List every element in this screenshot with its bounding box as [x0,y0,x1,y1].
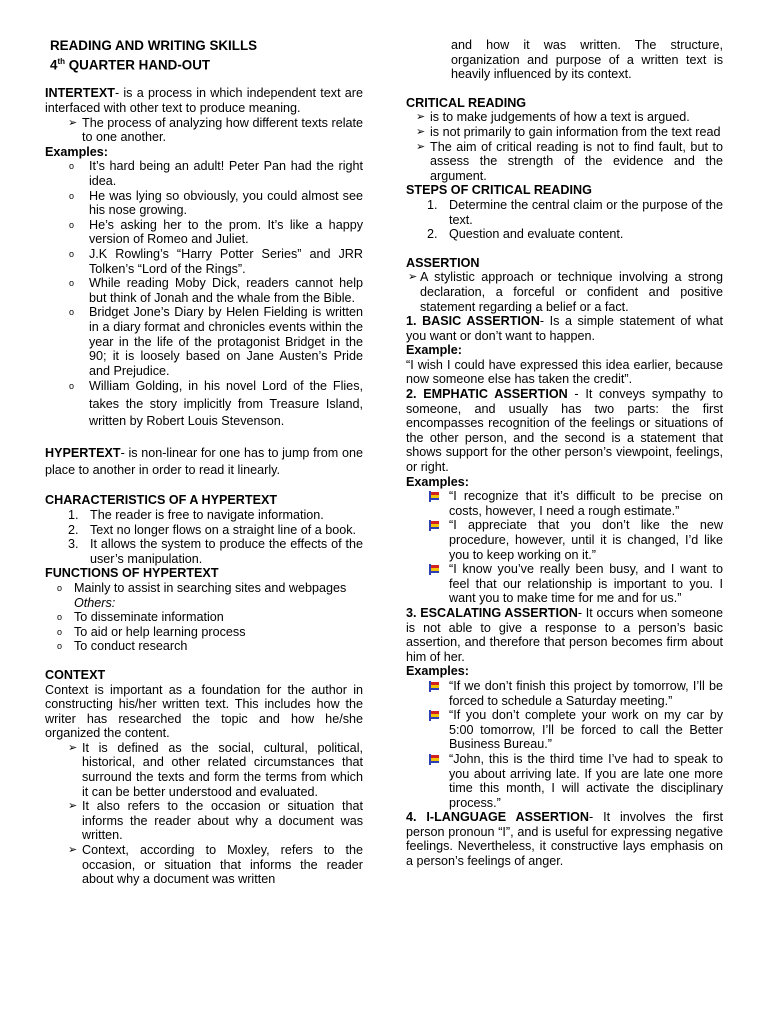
example-text: “I recognize that it’s difficult to be precise on costs, however, I need a rough estimate.” [449,489,723,518]
escalating-assertion [406,606,723,664]
example-text: He was lying so obviously, you could almost see his nose growing. [89,188,363,218]
example-text: “I know you’ve really been busy, and I want to feel that our relationship is important to you. I want you to make time for me and for us.” [449,562,723,606]
critical-reading-point: is to make judgements of how a text is argued. [430,110,690,125]
subtitle-superscript: th [57,56,66,66]
circle-bullet-icon: o [57,641,63,652]
arrow-bullet-icon: ➢ [416,140,426,153]
example-text: William Golding, in his novel Lord of the Flies, takes the story implicitly from Treasure Island, written by Robert Louis Stevenson. [89,379,363,429]
list-item [406,708,723,752]
context-heading: CONTEXT [45,667,106,682]
i-language-assertion-text: - It involves the first person pronoun “I”, and is useful for expressing negative feelings. Nevertheless, it constructive lays emphasis on a person’s feelings of anger. [406,810,723,869]
critical-reading-heading: CRITICAL READING [406,95,527,110]
circle-bullet-icon: o [69,190,75,201]
context-point-text: Context, according to Moxley, refers to the occasion, or situation that informs the reader about why a document was written [82,843,363,887]
critical-reading-steps-heading: STEPS OF CRITICAL READING [406,183,592,198]
arrow-bullet-icon: ➢ [68,741,78,754]
list-item [406,140,723,184]
arrow-bullet-icon: ➢ [416,111,426,124]
step-text: Determine the central claim or the purpose of the text. [449,197,723,227]
list-item [406,270,723,314]
list-item [45,218,363,247]
list-item [406,679,723,708]
emphatic-examples-label: Examples: [406,474,469,489]
example-text: “If we don’t finish this project by tomorrow, I’ll be forced to schedule a Saturday meeting.” [449,678,723,708]
assertion-definition: A stylistic approach or technique involving a strong declaration, a forceful or confident and positive statement regarding a belief or a fact. [420,270,723,314]
list-number: 2. [68,522,79,537]
flag-icon [429,754,439,765]
list-item [45,247,363,276]
flag-bullet-icon [406,708,449,752]
basic-assertion-text: - Is a simple statement of what you want or don’t want to happen. [406,314,723,343]
list-item [406,110,723,125]
flag-icon [429,681,439,692]
list-item [406,198,723,227]
circle-bullet-icon: o [69,381,75,392]
flag-icon [429,710,439,721]
list-number: 2. [427,227,438,242]
list-item [406,562,723,606]
circle-bullet-icon: o [57,582,63,593]
intertext-definition [45,86,363,115]
circle-bullet-icon: o [69,161,75,172]
critical-reading-point: is not primarily to gain information from the text read [430,124,721,139]
subtitle-text: QUARTER HAND-OUT [65,56,211,72]
example-text: J.K Rowling’s “Harry Potter Series” and JRR Tolken’s “Lord of the Rings”. [89,247,363,276]
circle-bullet-icon: o [57,626,63,637]
flag-bullet-icon [406,679,449,708]
others-label: Others: [74,595,116,610]
circle-bullet-icon: o [69,249,75,259]
intertext-definition-text: - is a process in which independent text are interfaced with other text to produce meaning. [45,86,363,116]
flag-icon [429,564,439,575]
list-item [45,508,363,523]
page-title: READING AND WRITING SKILLS [50,38,258,53]
list-item [406,518,723,562]
hypertext-term: HYPERTEXT [45,445,121,460]
circle-bullet-icon: o [57,612,63,623]
subtitle-number: 4 [50,56,58,72]
basic-assertion [406,314,723,343]
example-text: It’s hard being an adult! Peter Pan had the right idea. [89,159,363,189]
list-item [45,523,363,538]
flag-icon [429,520,439,531]
basic-example: “I wish I could have expressed this idea earlier, because now someone else has taken the credit”. [406,357,723,387]
list-number: 3. [68,537,79,552]
function-text: Mainly to assist in searching sites and webpages [74,580,347,595]
arrow-bullet-icon: ➢ [68,800,78,813]
flag-bullet-icon [406,518,449,562]
arrow-bullet-icon: ➢ [408,271,418,284]
arrow-bullet-icon: ➢ [68,116,78,129]
left-column [45,38,363,887]
step-text: Question and evaluate content. [449,227,624,242]
hypertext-definition-text: - is non-linear for one has to jump from one place to another in order to read it linearly. [45,445,363,477]
emphatic-assertion [406,387,723,475]
list-item [45,799,363,843]
characteristic-text: The reader is free to navigate information. [90,507,324,522]
example-text: Bridget Jone’s Diary by Helen Fielding is written in a diary format and chronicles events within the year in the life of the protagonist Bridget in the 90; it is loosely based on Jane Austen’s Pride and Prejudice. [89,305,363,378]
list-item [45,610,363,625]
function-text: To aid or help learning process [74,624,246,639]
list-item [406,227,723,242]
basic-example-label: Example: [406,343,462,358]
assertion-heading: ASSERTION [406,255,480,270]
list-item [45,581,363,596]
list-item [45,305,363,378]
escalating-assertion-text: - It occurs when someone is not able to give a response to a person’s basic assertion, and therefore that person becomes firm about him of her. [406,605,723,664]
hypertext-functions-heading: FUNCTIONS OF HYPERTEXT [45,566,219,581]
arrow-bullet-icon: ➢ [68,844,78,857]
i-language-assertion-term: 4. I-LANGUAGE ASSERTION [406,810,590,825]
escalating-examples-label: Examples: [406,664,469,679]
intertext-term: INTERTEXT [45,86,115,101]
list-item [406,125,723,140]
list-item [45,378,363,430]
page-subtitle [45,54,363,73]
example-text: He’s asking her to the prom. It’s like a happy version of Romeo and Juliet. [89,217,363,247]
arrow-bullet-icon: ➢ [416,125,426,138]
list-item [45,537,363,566]
list-item [45,159,363,188]
list-number: 1. [68,507,79,522]
list-item [406,752,723,810]
example-text: “John, this is the third time I’ve had to speak to you about arriving late. If you are late one more time this month, I will activate the disciplinary process.” [449,751,723,810]
right-column [406,38,723,869]
list-item [45,639,363,654]
circle-bullet-icon: o [69,219,75,230]
example-text: While reading Moby Dick, readers cannot help but think of Jonah and the whale from the Bible. [89,276,363,305]
i-language-assertion [406,810,723,868]
flag-bullet-icon [406,752,449,810]
intertext-point [45,116,363,145]
flag-bullet-icon [406,562,449,606]
list-item [45,276,363,305]
intertext-examples-heading: Examples: [45,144,108,159]
list-item [406,489,723,518]
function-text: To conduct research [74,639,188,654]
hypertext-characteristics-list [45,508,363,566]
basic-assertion-term: 1. BASIC ASSERTION [406,314,540,329]
critical-reading-point: The aim of critical reading is not to find fault, but to assess the strength of the evidence and the argument. [430,139,723,183]
characteristic-text: Text no longer flows on a straight line of a book. [90,522,357,537]
flag-bullet-icon [406,489,449,518]
flag-icon [429,491,439,502]
intertext-examples-list [45,159,363,430]
intertext-point-text: The process of analyzing how different texts relate to one another. [82,115,363,145]
function-text: To disseminate information [74,610,224,625]
list-number: 1. [427,197,438,212]
list-item [45,189,363,218]
context-point-text: It is defined as the social, cultural, political, historical, and other related circumstances that surround the texts and form the terms from which it can be better understood and evaluated. [82,740,363,799]
circle-bullet-icon: o [69,278,75,289]
list-item [45,741,363,799]
hypertext-characteristics-heading: CHARACTERISTICS OF A HYPERTEXT [45,493,278,508]
escalating-assertion-term: 3. ESCALATING ASSERTION [406,605,578,620]
circle-bullet-icon: o [69,307,75,318]
context-continuation: and how it was written. The structure, organization and purpose of a written text is heavily influenced by its context. [451,38,723,82]
emphatic-assertion-text: - It conveys sympathy to someone, and usually has two parts: the first encompasses recognition of the feelings or situations of the other person, and the second is a statement that shows support for the other person’s viewpoint, feelings, or right. [406,387,723,475]
emphatic-assertion-term: 2. EMPHATIC ASSERTION [406,387,568,402]
hypertext-definition [45,445,363,480]
context-body: Context is important as a foundation for the author in constructing his/her written text. This includes how the writer has researched the topic and how he/she organized the content. [45,682,363,741]
example-text: “I appreciate that you don’t like the new procedure, however, until it is changed, I’d like you to keep working on it.” [449,518,723,562]
example-text: “If you don’t complete your work on my car by 5:00 tomorrow, I’ll be forced to call the Better Business Bureau.” [449,708,723,752]
context-point-text: It also refers to the occasion or situation that informs the reader about why a document was written. [82,799,363,843]
characteristic-text: It allows the system to produce the effects of the user’s manipulation. [90,537,363,566]
list-item [45,625,363,640]
list-item [45,843,363,887]
